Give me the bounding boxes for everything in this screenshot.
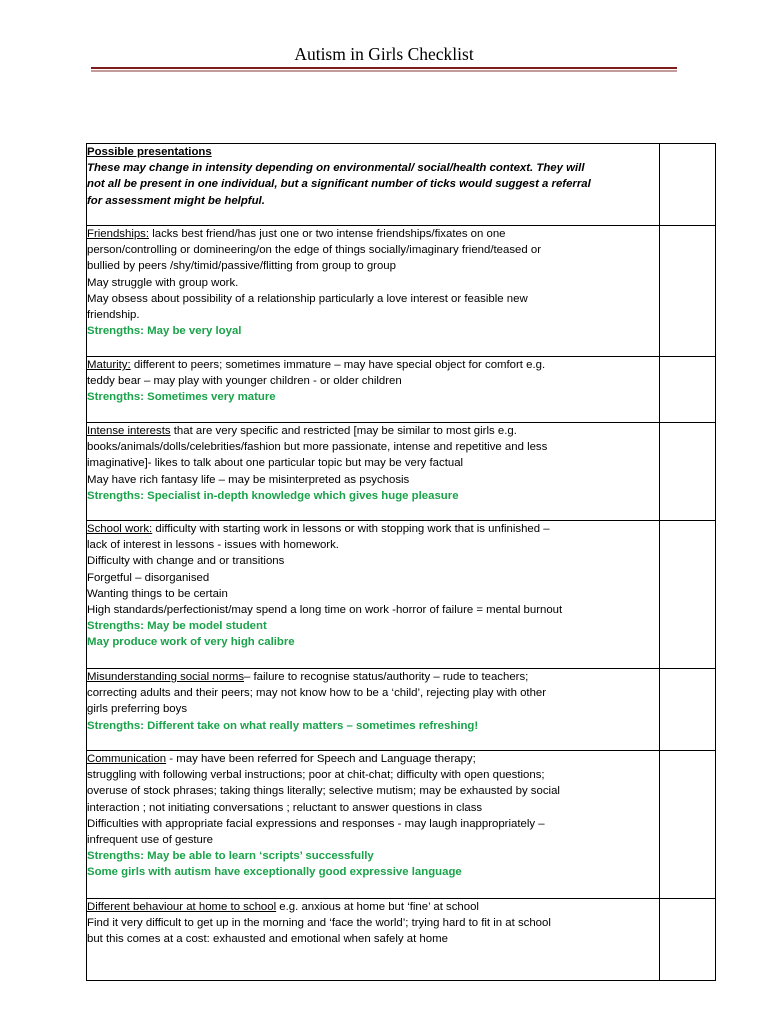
body-line: bullied by peers /shy/timid/passive/flitting from group to group (87, 260, 396, 273)
body-text: e.g. anxious at home but ‘fine’ at school (276, 901, 479, 913)
body-line: Wanting things to be certain (87, 587, 228, 600)
checklist-row-maturity (87, 357, 716, 423)
tick-box[interactable] (660, 357, 716, 423)
body-line: Forgetful – disorganised (87, 571, 210, 584)
body-line: lack of interest in lessons - issues with homework. (87, 539, 339, 552)
intro-cell (87, 144, 660, 226)
body-line: Difficulty with change and or transitions (87, 555, 285, 568)
intro-line: for assessment might be helpful. (87, 194, 265, 207)
section-heading: Misunderstanding social norms (87, 671, 245, 683)
strengths-line: Strengths: May be able to learn ‘scripts’ successfully (87, 850, 374, 863)
maturity-cell (87, 357, 660, 423)
title-rule-light (91, 70, 677, 72)
body-line: but this comes at a cost: exhausted and emotional when safely at home (87, 933, 448, 946)
tick-box[interactable] (660, 226, 716, 357)
checklist-row-intro (87, 144, 716, 226)
section-heading: Communication (87, 753, 167, 765)
body-line: infrequent use of gesture (87, 834, 214, 847)
communication-cell (87, 751, 660, 899)
intro-line: not all be present in one individual, but a significant number of ticks would suggest a referral (87, 178, 591, 191)
checklist-row-social (87, 669, 716, 751)
body-text: - may have been referred for Speech and Language therapy; (166, 753, 476, 765)
checklist-row-school (87, 521, 716, 669)
school-cell (87, 521, 660, 669)
body-line: books/animals/dolls/celebrities/fashion but more passionate, intense and repetitive and less (87, 441, 548, 454)
strengths-line: Strengths: Sometimes very mature (87, 391, 276, 404)
checklist-row-interests (87, 423, 716, 521)
section-heading: Intense interests (87, 425, 171, 437)
checklist-row-communication (87, 751, 716, 899)
section-heading: Friendships: (87, 228, 150, 240)
tick-box[interactable] (660, 423, 716, 521)
strengths-line: Strengths: May be model student (87, 620, 267, 633)
body-line: person/controlling or domineering/on the edge of things socially/imaginary friend/teased or (87, 244, 541, 257)
tick-box[interactable] (660, 751, 716, 899)
tick-box[interactable] (660, 521, 716, 669)
body-line: interaction ; not initiating conversations ; reluctant to answer questions in class (87, 801, 483, 814)
checklist-row-behaviour (87, 899, 716, 981)
body-text: difficulty with starting work in lessons or with stopping work that is unfinished – (152, 523, 550, 535)
section-heading: Different behaviour at home to school (87, 901, 277, 913)
strengths-line: Strengths: Different take on what really matters – sometimes refreshing! (87, 719, 479, 732)
title-rule-dark (91, 67, 677, 69)
body-line: teddy bear – may play with younger children - or older children (87, 375, 402, 388)
section-heading: Maturity: (87, 359, 131, 371)
body-line: Find it very difficult to get up in the morning and ‘face the world’; trying hard to fit in at school (87, 917, 551, 930)
strengths-line: Strengths: Specialist in-depth knowledge which gives huge pleasure (87, 489, 459, 502)
body-line: May have rich fantasy life – may be misinterpreted as psychosis (87, 473, 410, 486)
body-text: that are very specific and restricted [may be similar to most girls e.g. (170, 425, 517, 437)
social-cell (87, 669, 660, 751)
body-line: May obsess about possibility of a relationship particularly a love interest or feasible new (87, 292, 528, 305)
strengths-line: May produce work of very high calibre (87, 636, 295, 649)
body-text: – failure to recognise status/authority – rude to teachers; (244, 671, 529, 683)
checklist-row-friendships (87, 226, 716, 357)
body-line: Difficulties with appropriate facial expressions and responses - may laugh inappropriately – (87, 817, 545, 830)
body-line: correcting adults and their peers; may not know how to be a ‘child’, rejecting play with other (87, 687, 547, 700)
body-line: overuse of stock phrases; taking things literally; selective mutism; may be exhausted by social (87, 785, 560, 798)
tick-box[interactable] (660, 669, 716, 751)
friendships-cell (87, 226, 660, 357)
section-heading: School work: (87, 523, 153, 535)
strengths-line: Strengths: May be very loyal (87, 325, 242, 338)
checklist-table (86, 143, 716, 981)
body-line: girls preferring boys (87, 703, 188, 716)
body-line: High standards/perfectionist/may spend a long time on work -horror of failure = mental burnout (87, 604, 563, 617)
body-line: May struggle with group work. (87, 276, 239, 289)
tick-box[interactable] (660, 899, 716, 981)
body-text: different to peers; sometimes immature – may have special object for comfort e.g. (130, 359, 546, 371)
strengths-line: Some girls with autism have exceptionally good expressive language (87, 866, 462, 879)
interests-cell (87, 423, 660, 521)
behaviour-cell (87, 899, 660, 981)
page-title: Autism in Girls Checklist (294, 44, 474, 64)
body-line: friendship. (87, 309, 140, 322)
tick-box[interactable] (660, 144, 716, 226)
body-line: imaginative]- likes to talk about one particular topic but may be very factual (87, 457, 464, 470)
section-heading: Possible presentations (87, 146, 212, 158)
intro-line: These may change in intensity depending on environmental/ social/health context. They will (87, 162, 585, 175)
body-text: lacks best friend/has just one or two intense friendships/fixates on one (149, 228, 506, 240)
body-line: struggling with following verbal instructions; poor at chit-chat; difficulty with open questions; (87, 769, 545, 782)
